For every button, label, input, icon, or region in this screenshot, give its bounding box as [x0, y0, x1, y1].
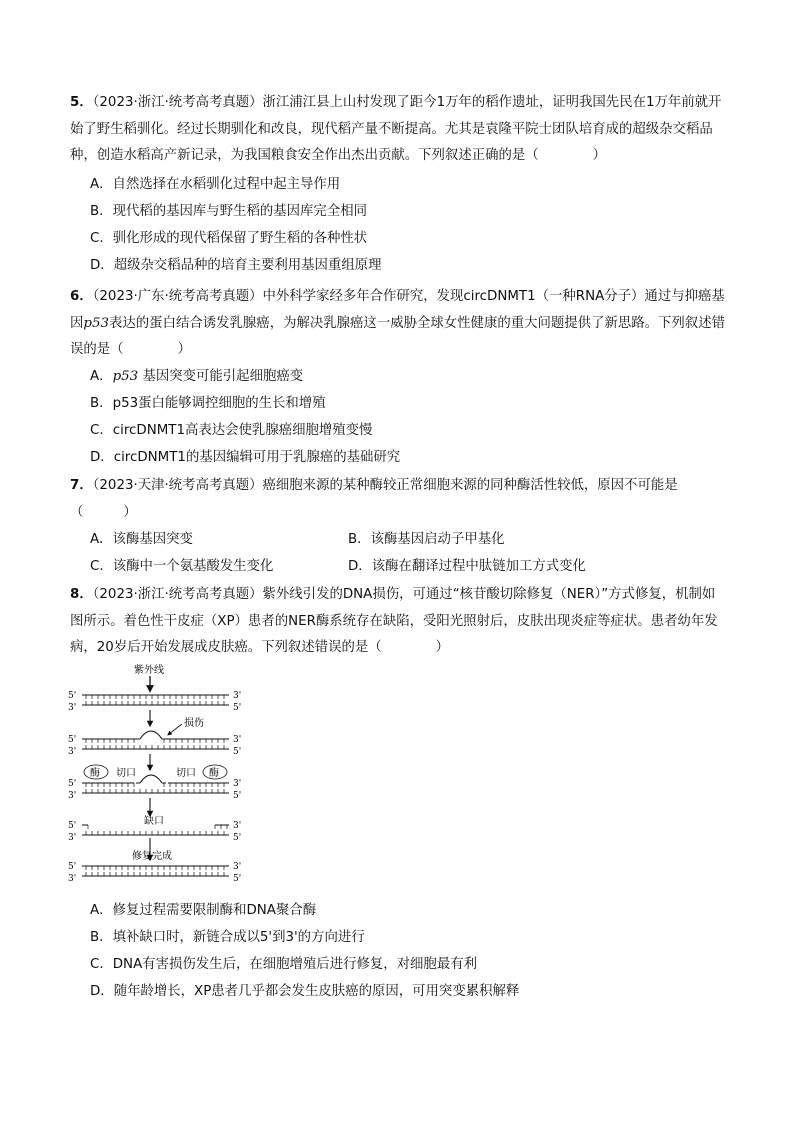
- paren-close: ）: [435, 640, 450, 655]
- paren-close: ）: [177, 342, 191, 357]
- paren-close: ）: [592, 148, 607, 163]
- option-c[interactable]: C．驯化形成的现代稻保留了野生稻的各种性状: [90, 231, 368, 246]
- option-b[interactable]: B．该酶基因启动子甲基化: [348, 532, 505, 547]
- damage-bulge: [140, 731, 162, 739]
- question-text: （2023·天津·统考高考真题）癌细胞来源的某种酶较正常细胞来源的同种酶活性较低，原因不可能是: [92, 478, 678, 493]
- end-label-3: 3': [68, 703, 77, 713]
- end-label-5: 5': [233, 791, 242, 801]
- option-d[interactable]: D．该酶在翻译过程中肽链加工方式变化: [348, 559, 586, 574]
- end-label-3: 3': [233, 691, 242, 701]
- question-5: [70, 90, 726, 170]
- option-a[interactable]: A．该酶基因突变: [90, 532, 193, 547]
- option-c[interactable]: C．该酶中一个氨基酸发生变化: [90, 559, 274, 574]
- question-number: 5．: [70, 95, 93, 110]
- end-label-5: 5': [233, 874, 242, 884]
- end-label-3: 3': [68, 833, 77, 843]
- end-label-5: 5': [68, 779, 77, 789]
- end-label-5: 5': [233, 833, 242, 843]
- damage-label: 损伤: [184, 718, 204, 729]
- gene-name: p53: [112, 369, 139, 384]
- end-label-3: 3': [233, 862, 242, 872]
- end-label-5: 5': [68, 862, 77, 872]
- end-label-5: 5': [233, 747, 242, 757]
- answer-paren: （ ）: [70, 504, 137, 520]
- end-label-3: 3': [233, 735, 242, 745]
- option-c[interactable]: C．circDNMT1高表达会使乳腺癌细胞增殖变慢: [90, 423, 373, 438]
- option-b[interactable]: B．现代稻的基因库与野生稻的基因库完全相同: [90, 204, 367, 219]
- uv-label: 紫外线: [134, 665, 164, 676]
- question-8: [70, 582, 726, 662]
- question-6-stem: [70, 284, 726, 364]
- question-text: （2023·广东·统考高考真题）中外科学家经多年合作研究，发现circDNMT1（一种RNA分子）通过与抑癌基因: [70, 289, 725, 331]
- cut-label-left: 切口: [116, 768, 136, 779]
- option-d[interactable]: D．随年龄增长，XP患者几乎都会发生皮肤癌的原因，可用突变累积解释: [90, 984, 520, 999]
- damage-bulge: [140, 775, 162, 783]
- end-label-5: 5': [233, 703, 242, 713]
- question-text: （2023·浙江·统考高考真题）浙江浦江县上山村发现了距今1万年的稻作遗址，证明我国先民在1万年前就开始了野生稻驯化。经过长期驯化和改良，现代稻产量不断提高。尤其是袁隆平院士团队培育成的超级杂交稻品种，创造水稻高产新记录，为我国粮食安全作出杰出贡献。下列叙述正确的是（: [70, 95, 722, 163]
- question-6: [70, 284, 726, 364]
- question-8-stem: [70, 582, 726, 662]
- question-number: 7．: [70, 478, 93, 493]
- option-d[interactable]: D．circDNMT1的基因编辑可用于乳腺癌的基础研究: [90, 450, 401, 465]
- end-label-3: 3': [68, 874, 77, 884]
- question-text: 表达的蛋白结合诱发乳腺癌，为解决乳腺癌这一威胁全球女性健康的重大问题提供了新思路。下列叙述错误的是（: [70, 315, 725, 357]
- question-5-stem: [70, 90, 726, 170]
- option-b[interactable]: B．p53蛋白能够调控细胞的生长和增殖: [90, 396, 326, 411]
- option-b[interactable]: B．填补缺口时，新链合成以5'到3'的方向进行: [90, 930, 365, 945]
- repair-done-label: 修复完成: [132, 851, 172, 862]
- end-label-3: 3': [233, 821, 242, 831]
- option-c[interactable]: C．DNA有害损伤发生后，在细胞增殖后进行修复，对细胞最有利: [90, 957, 477, 972]
- question-text: （2023·浙江·统考高考真题）紫外线引发的DNA损伤，可通过“核苷酸切除修复（NER）”方式修复，机制如图所示。着色性干皮症（XP）患者的NER酶系统存在缺陷，受阳光照射后，皮肤出现炎症等症状。患者幼年发病，20岁后开始发展成皮肤癌。下列叙述错误的是（: [70, 587, 718, 655]
- question-number: 6．: [70, 289, 93, 304]
- end-label-3: 3': [68, 747, 77, 757]
- option-text: 基因突变可能引起细胞癌变: [138, 369, 304, 384]
- cut-label-right: 切口: [176, 768, 196, 779]
- gene-name: p53: [83, 315, 110, 331]
- question-7: [70, 473, 726, 526]
- option-prefix: A．: [90, 369, 113, 384]
- end-label-5: 5': [68, 735, 77, 745]
- option-a[interactable]: A．修复过程需要限制酶和DNA聚合酶: [90, 903, 317, 918]
- end-label-3: 3': [68, 791, 77, 801]
- end-label-3: 3': [233, 779, 242, 789]
- question-7-stem: [70, 473, 726, 500]
- option-a[interactable]: [90, 364, 303, 391]
- enzyme-left-label: 酶: [90, 768, 100, 779]
- enzyme-right-label: 酶: [209, 768, 219, 779]
- ner-repair-diagram: [66, 662, 256, 892]
- option-a[interactable]: A．自然选择在水稻驯化过程中起主导作用: [90, 177, 341, 192]
- end-label-5: 5': [68, 691, 77, 701]
- option-d[interactable]: D．超级杂交稻品种的培育主要利用基因重组原理: [90, 258, 382, 273]
- end-label-5: 5': [68, 821, 77, 831]
- gap-label: 缺口: [144, 816, 164, 827]
- question-number: 8．: [70, 587, 93, 602]
